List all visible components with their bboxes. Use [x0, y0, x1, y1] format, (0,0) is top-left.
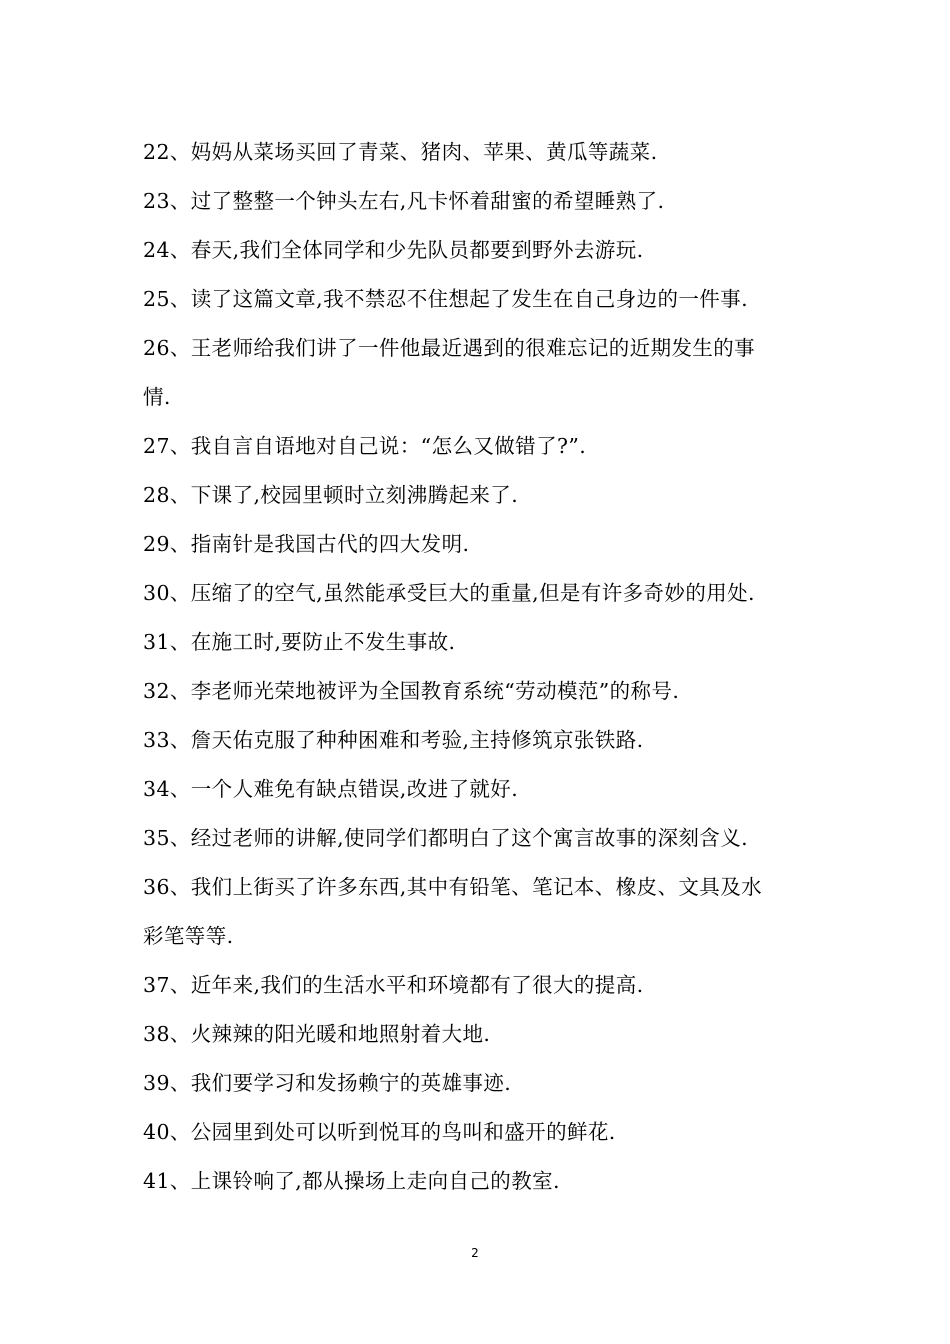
- page-number: 2: [471, 1246, 479, 1260]
- sentence-30: 30、压缩了的空气,虽然能承受巨大的重量,但是有许多奇妙的用处.: [143, 581, 755, 605]
- sentence-40: 40、公园里到处可以听到悦耳的鸟叫和盛开的鲜花.: [143, 1120, 616, 1144]
- sentence-26-part-1: 26、王老师给我们讲了一件他最近遇到的很难忘记的近期发生的事: [143, 336, 756, 360]
- sentence-31: 31、在施工时,要防止不发生事故.: [143, 630, 456, 654]
- sentence-37: 37、近年来,我们的生活水平和环境都有了很大的提高.: [143, 973, 644, 997]
- sentence-25: 25、读了这篇文章,我不禁忍不住想起了发生在自己身边的一件事.: [143, 287, 749, 311]
- sentence-36-part-1: 36、我们上街买了许多东西,其中有铅笔、笔记本、橡皮、文具及水: [143, 875, 762, 899]
- sentence-36-part-2: 彩笔等等.: [143, 924, 234, 948]
- sentence-39: 39、我们要学习和发扬赖宁的英雄事迹.: [143, 1071, 512, 1095]
- sentence-26-part-2: 情.: [143, 385, 171, 409]
- sentence-32: 32、李老师光荣地被评为全国教育系统“劳动模范”的称号.: [143, 679, 680, 703]
- sentence-24: 24、春天,我们全体同学和少先队员都要到野外去游玩.: [143, 238, 644, 262]
- sentence-27: 27、我自言自语地对自己说：“怎么又做错了?”.: [143, 434, 587, 458]
- sentence-29: 29、指南针是我国古代的四大发明.: [143, 532, 470, 556]
- sentence-22: 22、妈妈从菜场买回了青菜、猪肉、苹果、黄瓜等蔬菜.: [143, 140, 658, 164]
- sentence-23: 23、过了整整一个钟头左右,凡卡怀着甜蜜的希望睡熟了.: [143, 189, 665, 213]
- sentence-38: 38、火辣辣的阳光暖和地照射着大地.: [143, 1022, 491, 1046]
- sentence-28: 28、下课了,校园里顿时立刻沸腾起来了.: [143, 483, 519, 507]
- sentence-34: 34、一个人难免有缺点错误,改进了就好.: [143, 777, 519, 801]
- sentence-33: 33、詹天佑克服了种种困难和考验,主持修筑京张铁路.: [143, 728, 644, 752]
- sentence-41: 41、上课铃响了,都从操场上走向自己的教室.: [143, 1169, 560, 1193]
- sentence-list: [143, 133, 823, 1211]
- sentence-35: 35、经过老师的讲解,使同学们都明白了这个寓言故事的深刻含义.: [143, 826, 749, 850]
